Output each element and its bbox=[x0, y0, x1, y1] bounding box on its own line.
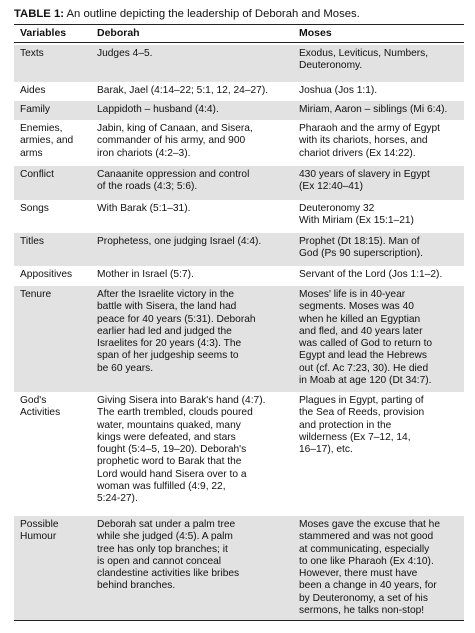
cell-deborah: Jabin, king of Canaan, and Sisera, commander of his army, and 900 iron chariots (4:2–3). bbox=[97, 123, 253, 159]
cell-variable: Enemies, armies, and arms bbox=[20, 123, 74, 159]
header-variables: Variables bbox=[20, 27, 67, 39]
table-row bbox=[14, 233, 464, 266]
table-caption-text: An outline depicting the leadership of Deborah and Moses. bbox=[64, 8, 360, 20]
cell-moses: Deuteronomy 32 With Miriam (Ex 15:1–21) bbox=[299, 203, 414, 227]
cell-deborah: Deborah sat under a palm tree while she judged (4:5). A palm tree has only top branches; it is open and cannot conceal clandestine activities like bribes behind branches. bbox=[97, 519, 240, 592]
header-deborah: Deborah bbox=[97, 27, 140, 39]
table-row bbox=[14, 166, 464, 200]
table-caption-label: TABLE 1: bbox=[14, 8, 64, 20]
cell-deborah: With Barak (5:1–31). bbox=[97, 203, 191, 214]
header-moses: Moses bbox=[299, 27, 332, 39]
cell-variable: Aides bbox=[20, 85, 46, 96]
cell-moses: 430 years of slavery in Egypt (Ex 12:40–41) bbox=[299, 169, 430, 193]
cell-deborah: Lappidoth – husband (4:4). bbox=[97, 104, 219, 115]
cell-deborah: Mother in Israel (5:7). bbox=[97, 269, 194, 280]
cell-variable: Tenure bbox=[20, 289, 52, 300]
cell-variable: Texts bbox=[20, 48, 44, 59]
cell-variable: Conflict bbox=[20, 169, 54, 180]
table-row bbox=[14, 392, 464, 516]
table-caption bbox=[14, 7, 464, 21]
cell-moses: Prophet (Dt 18:15). Man of God (Ps 90 superscription). bbox=[299, 236, 424, 260]
cell-moses: Moses gave the excuse that he stammered and was not good at communicating, especially to one like Pharaoh (Ex 4:10). However, there must have been a change in 40 years, for by Deuteronomy, a set of his sermons, he talks non-stop! bbox=[299, 519, 441, 617]
table-row bbox=[14, 266, 464, 286]
cell-deborah: Giving Sisera into Barak's hand (4:7). The earth trembled, clouds poured water, mountains quaked, many kings were defeated, and stars fought (5:4–5, 19–20). Deborah's prophetic word to Barak that the Lord would hand Sisera over to a woman was fulfilled (4:9, 22, 5:24-27). bbox=[97, 395, 266, 505]
cell-variable: Possible Humour bbox=[20, 519, 59, 543]
table-row bbox=[14, 45, 464, 82]
cell-variable: Songs bbox=[20, 203, 49, 214]
cell-deborah: Judges 4–5. bbox=[97, 48, 153, 59]
cell-moses: Exodus, Leviticus, Numbers, Deuteronomy. bbox=[299, 48, 429, 72]
table-row bbox=[14, 200, 464, 233]
table-bottom-rule bbox=[14, 620, 464, 621]
table-row bbox=[14, 101, 464, 120]
cell-variable: God's Activities bbox=[20, 395, 61, 419]
header-bottom-rule bbox=[14, 42, 464, 43]
table-row bbox=[14, 516, 464, 620]
cell-variable: Appositives bbox=[20, 269, 73, 280]
cell-deborah: Prophetess, one judging Israel (4:4). bbox=[97, 236, 262, 247]
cell-variable: Family bbox=[20, 104, 50, 115]
table-row bbox=[14, 120, 464, 166]
header-top-rule bbox=[14, 24, 464, 25]
cell-deborah: Canaanite oppression and control of the roads (4:3; 5:6). bbox=[97, 169, 250, 193]
cell-moses: Servant of the Lord (Jos 1:1–2). bbox=[299, 269, 443, 280]
cell-moses: Moses' life is in 40-year segments. Moses was 40 when he killed an Egyptian and fled, and 40 years later was called of God to return to Egypt and lead the Hebrews out (cf. Ac 7:23, 30). He died in Moab at age 120 (Dt 34:7). bbox=[299, 289, 433, 387]
cell-deborah: After the Israelite victory in the battle with Sisera, the land had peace for 40 years (5:31). Deborah earlier had led and judged the Israelites for 20 years (4:3). The span of her judgeship seems to be 60 years. bbox=[97, 289, 256, 374]
cell-moses: Pharaoh and the army of Egypt with its chariots, horses, and chariot drivers (Ex 14:22). bbox=[299, 123, 441, 159]
cell-moses: Plagues in Egypt, parting of the Sea of Reeds, provision and protection in the wilderness (Ex 7–12, 14, 16–17), etc. bbox=[299, 395, 425, 456]
cell-moses: Miriam, Aaron – siblings (Mi 6:4). bbox=[299, 104, 448, 115]
table-row bbox=[14, 286, 464, 392]
cell-moses: Joshua (Jos 1:1). bbox=[299, 85, 378, 96]
table-row bbox=[14, 82, 464, 101]
cell-variable: Titles bbox=[20, 236, 44, 247]
cell-deborah: Barak, Jael (4:14–22; 5:1, 12, 24–27). bbox=[97, 85, 269, 96]
